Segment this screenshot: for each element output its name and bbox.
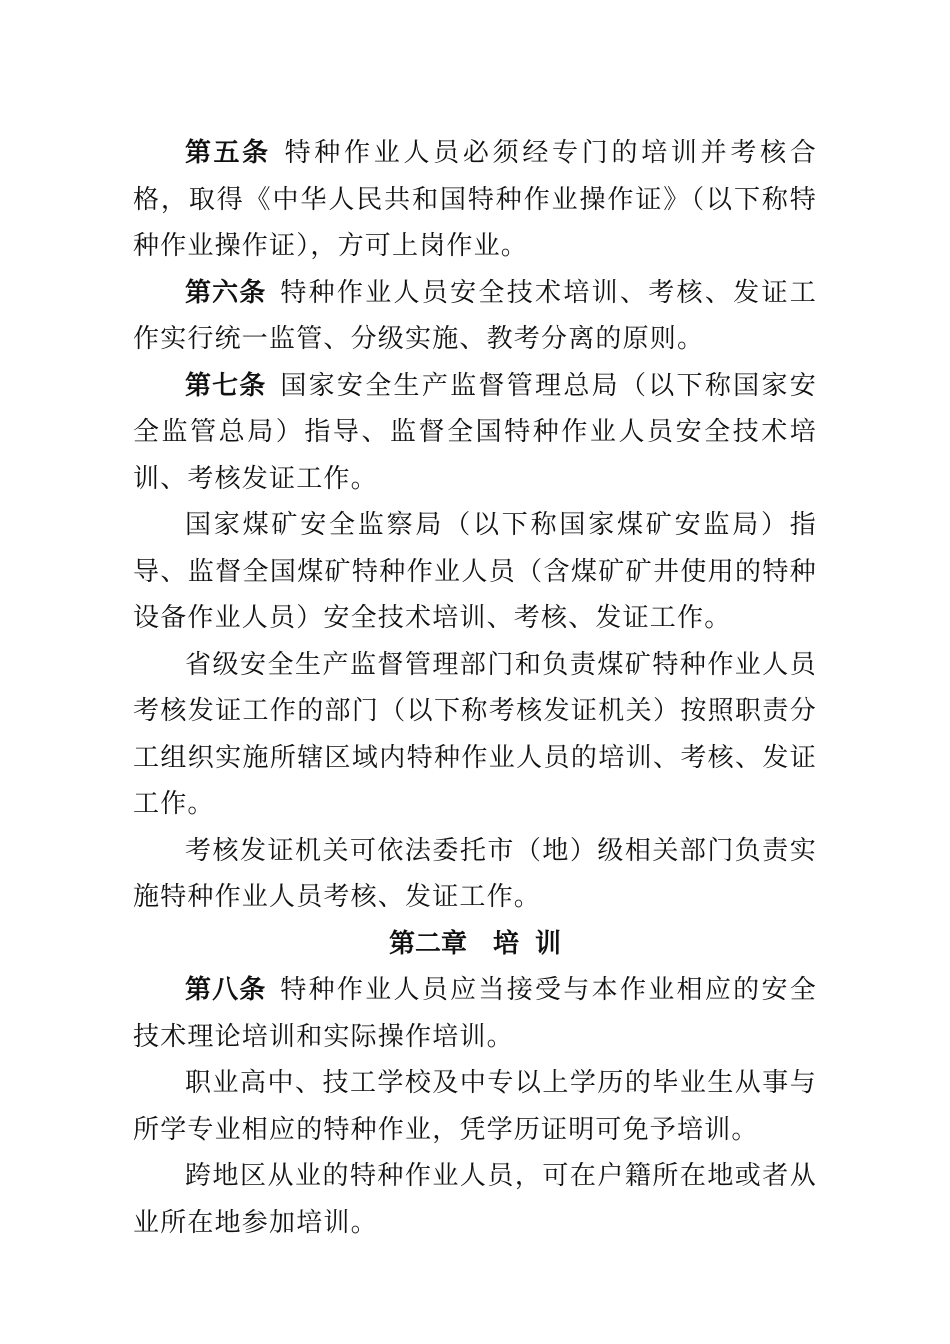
article-5-number: 第五条	[185, 138, 271, 168]
article-7-paragraph	[133, 363, 817, 503]
article-7-number: 第七条	[185, 370, 267, 401]
article-7-clause-2: 国家煤矿安全监察局（以下称国家煤矿安监局）指导、监督全国煤矿特种作业人员（含煤矿矿井使用的特种设备作业人员）安全技术培训、考核、发证工作。	[133, 510, 817, 633]
article-8-clause-2: 职业高中、技工学校及中专以上学历的毕业生从事与所学专业相应的特种作业，凭学历证明可免予培训。	[133, 1068, 817, 1145]
article-7-text: 国家安全生产监督管理总局（以下称国家安全监管总局）指导、监督全国特种作业人员安全技术培训、考核发证工作。	[133, 370, 817, 494]
article-7-clause-3: 省级安全生产监督管理部门和负责煤矿特种作业人员考核发证工作的部门（以下称考核发证机关）按照职责分工组织实施所辖区域内特种作业人员的培训、考核、发证工作。	[133, 649, 817, 819]
article-6-text: 特种作业人员安全技术培训、考核、发证工作实行统一监管、分级实施、教考分离的原则。	[133, 277, 817, 354]
document-page	[133, 130, 817, 1246]
article-7-clause-4: 考核发证机关可依法委托市（地）级相关部门负责实施特种作业人员考核、发证工作。	[133, 835, 817, 912]
article-8-paragraph	[133, 967, 817, 1060]
article-8-text: 特种作业人员应当接受与本作业相应的安全技术理论培训和实际操作培训。	[133, 975, 817, 1052]
article-8-number: 第八条	[185, 975, 267, 1005]
article-5-paragraph	[133, 130, 817, 270]
chapter-heading	[133, 921, 817, 968]
article-6-paragraph	[133, 270, 817, 363]
article-8-clause-3: 跨地区从业的特种作业人员，可在户籍所在地或者从业所在地参加培训。	[133, 1161, 817, 1238]
chapter-number: 第二章	[388, 928, 467, 959]
article-6-number: 第六条	[185, 277, 267, 308]
chapter-title-char-2: 训	[535, 928, 562, 959]
chapter-title-char-1: 培	[492, 928, 519, 959]
article-5-text: 特种作业人员必须经专门的培训并考核合格，取得《中华人民共和国特种作业操作证》（以下称特种作业操作证），方可上岗作业。	[133, 138, 817, 261]
